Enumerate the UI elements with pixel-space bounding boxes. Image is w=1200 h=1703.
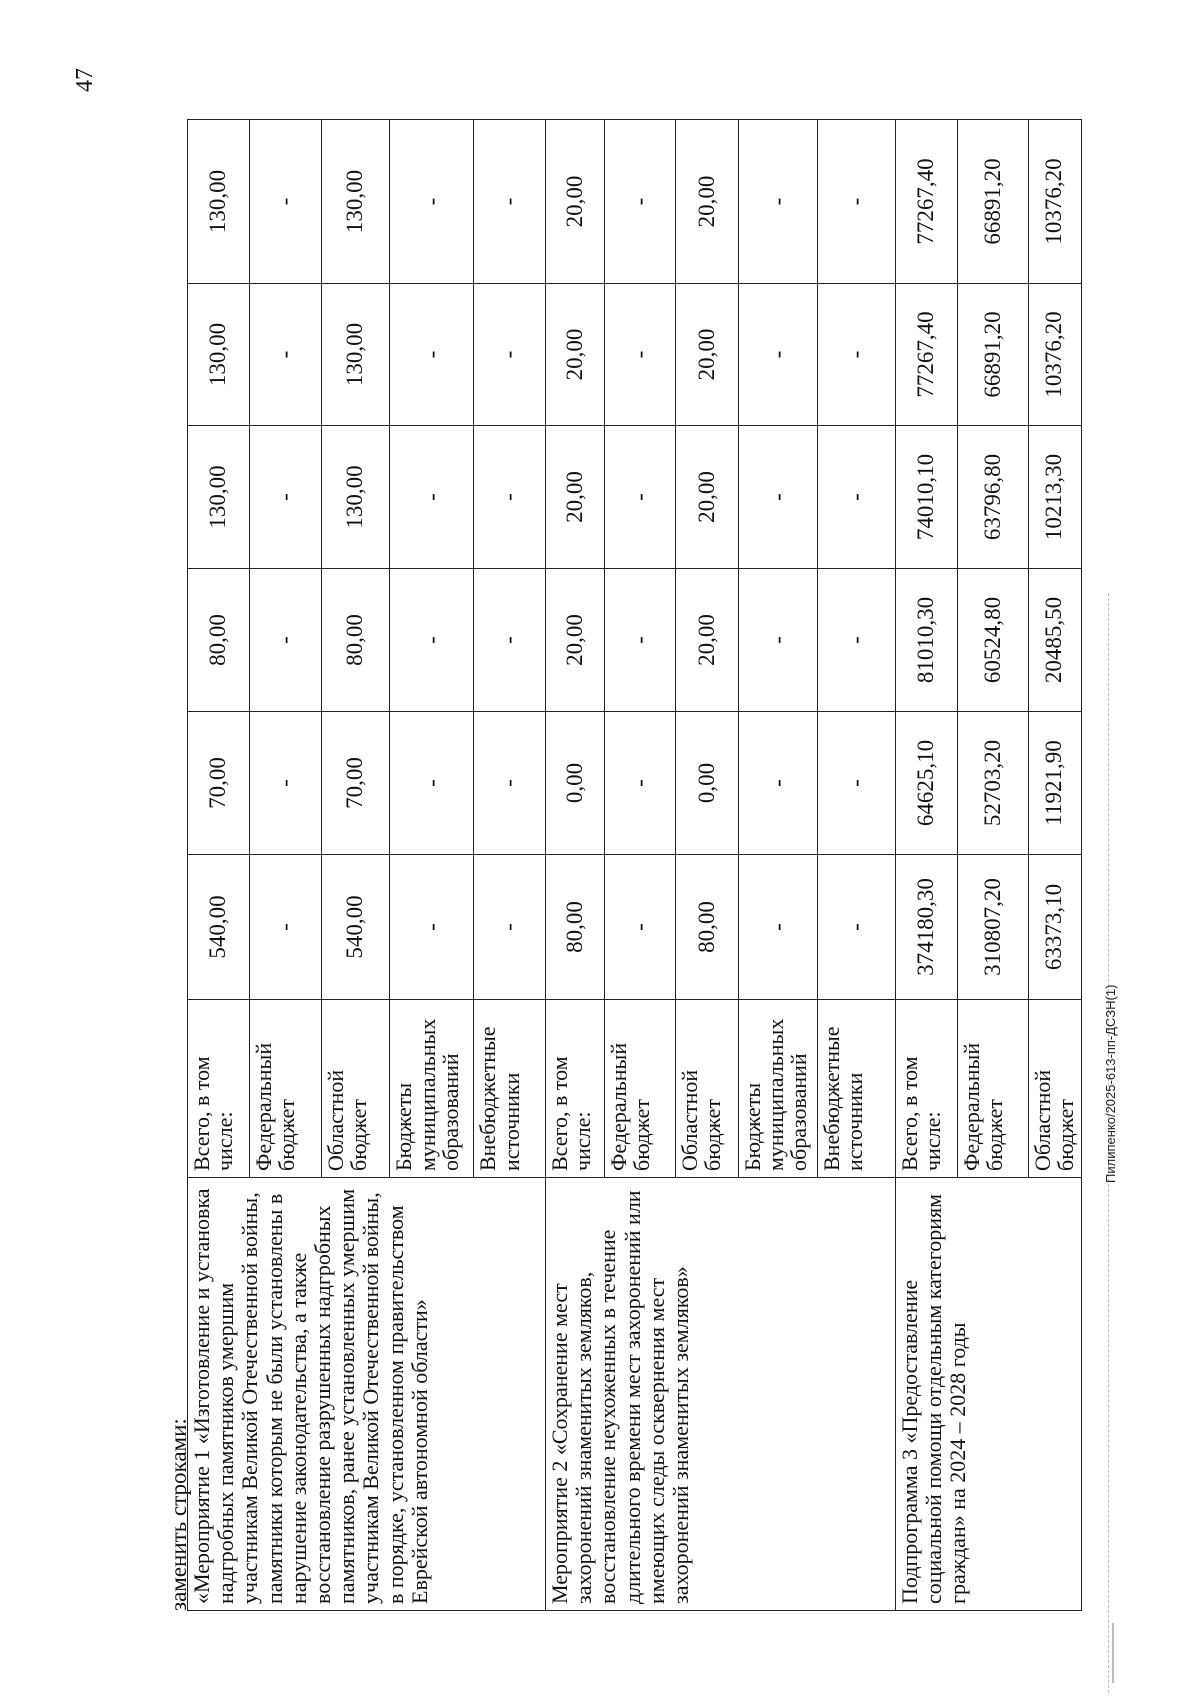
amount-cell: - [390,426,474,569]
amount-cell: 74010,10 [895,426,957,569]
amount-cell: 63373,10 [1028,855,1081,1000]
amount-cell: 81010,30 [895,569,957,712]
funding-source: Областной бюджет [321,1000,390,1178]
amount-cell: 540,00 [188,855,250,1000]
table-row [895,120,957,1611]
amount-cell: - [390,855,474,1000]
page-number: 47 [72,68,98,92]
funding-source: Бюджеты муниципальных образований [739,1000,818,1178]
amount-cell: - [250,712,322,855]
amount-cell: 20,00 [675,426,738,569]
amount-cell: - [605,426,676,569]
amount-cell: - [818,855,896,1000]
funding-source: Внебюджетные источники [818,1000,896,1178]
amount-cell: 130,00 [188,120,250,284]
amount-cell: - [474,426,546,569]
amount-cell: 66891,20 [958,284,1029,426]
intro-text: заменить строками: [166,1418,191,1611]
amount-cell: 20485,50 [1028,569,1081,712]
amount-cell: - [605,120,676,284]
amount-cell: 20,00 [675,569,738,712]
amount-cell: 80,00 [675,855,738,1000]
amount-cell: 130,00 [321,120,390,284]
amount-cell: 64625,10 [895,712,957,855]
funding-source: Федеральный бюджет [958,1000,1029,1178]
budget-table [187,119,1082,1611]
amount-cell: 130,00 [188,426,250,569]
amount-cell: - [250,120,322,284]
amount-cell: - [390,120,474,284]
amount-cell: 130,00 [321,284,390,426]
amount-cell: - [390,284,474,426]
amount-cell: - [739,284,818,426]
amount-cell: 20,00 [675,120,738,284]
amount-cell: 20,00 [546,569,605,712]
amount-cell: 20,00 [546,120,605,284]
amount-cell: - [474,855,546,1000]
amount-cell: 80,00 [546,855,605,1000]
amount-cell: 63796,80 [958,426,1029,569]
amount-cell: - [818,426,896,569]
activity-description: «Мероприятие 1 «Изготовление и установка надгробных памятников умершим участникам Великой Отечественной войны, памятники которым не были установлены в нарушение законодательства, а также восстановление разрушенных надгробных памятников, ранее установленных умершим участникам Великой Отечественной войны, в порядке, установленном правительством Еврейской автономной области» [188,1178,546,1611]
amount-cell: - [250,426,322,569]
amount-cell: - [474,569,546,712]
amount-cell: 77267,40 [895,284,957,426]
amount-cell: - [605,284,676,426]
amount-cell: - [250,569,322,712]
amount-cell: 60524,80 [958,569,1029,712]
funding-source: Всего, в том числе: [895,1000,957,1178]
table-row [546,120,605,1611]
scan-edge [1112,1623,1114,1683]
amount-cell: 374180,30 [895,855,957,1000]
amount-cell: - [250,855,322,1000]
funding-source: Всего, в том числе: [188,1000,250,1178]
amount-cell: 540,00 [321,855,390,1000]
amount-cell: 77267,40 [895,120,957,284]
funding-source: Бюджеты муниципальных образований [390,1000,474,1178]
amount-cell: - [739,569,818,712]
funding-source: Федеральный бюджет [250,1000,322,1178]
amount-cell: - [474,284,546,426]
table-body [188,120,1082,1611]
funding-source: Областной бюджет [1028,1000,1081,1178]
amount-cell: 10376,20 [1028,284,1081,426]
amount-cell: - [739,120,818,284]
amount-cell: 10376,20 [1028,120,1081,284]
amount-cell: - [605,569,676,712]
funding-source: Областной бюджет [675,1000,738,1178]
amount-cell: 11921,90 [1028,712,1081,855]
amount-cell: - [390,712,474,855]
amount-cell: 130,00 [188,284,250,426]
amount-cell: - [739,855,818,1000]
funding-source: Федеральный бюджет [605,1000,676,1178]
activity-description: Мероприятие 2 «Сохранение мест захоронений знаменитых земляков, восстановление неухоженных в течение длительного времени мест захоронений или имеющих следы осквернения мест захоронений знаменитых земляков» [546,1178,896,1611]
amount-cell: - [818,712,896,855]
amount-cell: 0,00 [675,712,738,855]
amount-cell: - [250,284,322,426]
amount-cell: 20,00 [546,284,605,426]
amount-cell: - [390,569,474,712]
amount-cell: - [739,712,818,855]
amount-cell: - [474,712,546,855]
amount-cell: 130,00 [321,426,390,569]
amount-cell: - [605,712,676,855]
amount-cell: 66891,20 [958,120,1029,284]
amount-cell: - [474,120,546,284]
amount-cell: 70,00 [321,712,390,855]
amount-cell: 80,00 [321,569,390,712]
amount-cell: 52703,20 [958,712,1029,855]
amount-cell: 310807,20 [958,855,1029,1000]
funding-source: Всего, в том числе: [546,1000,605,1178]
amount-cell: 0,00 [546,712,605,855]
amount-cell: 10213,30 [1028,426,1081,569]
activity-description: Подпрограмма 3 «Предоставление социальной помощи отдельным категориям граждан» на 2024 – 2028 годы [895,1178,1081,1611]
amount-cell: - [739,426,818,569]
amount-cell: 20,00 [675,284,738,426]
amount-cell: - [818,569,896,712]
amount-cell: - [605,855,676,1000]
table-row [188,120,250,1611]
amount-cell: - [818,284,896,426]
amount-cell: 80,00 [188,569,250,712]
amount-cell: 20,00 [546,426,605,569]
amount-cell: - [818,120,896,284]
funding-source: Внебюджетные источники [474,1000,546,1178]
amount-cell: 70,00 [188,712,250,855]
footer-code: Пилипенко/2025-613-пп-ДСЗН(1) [1103,984,1118,1183]
